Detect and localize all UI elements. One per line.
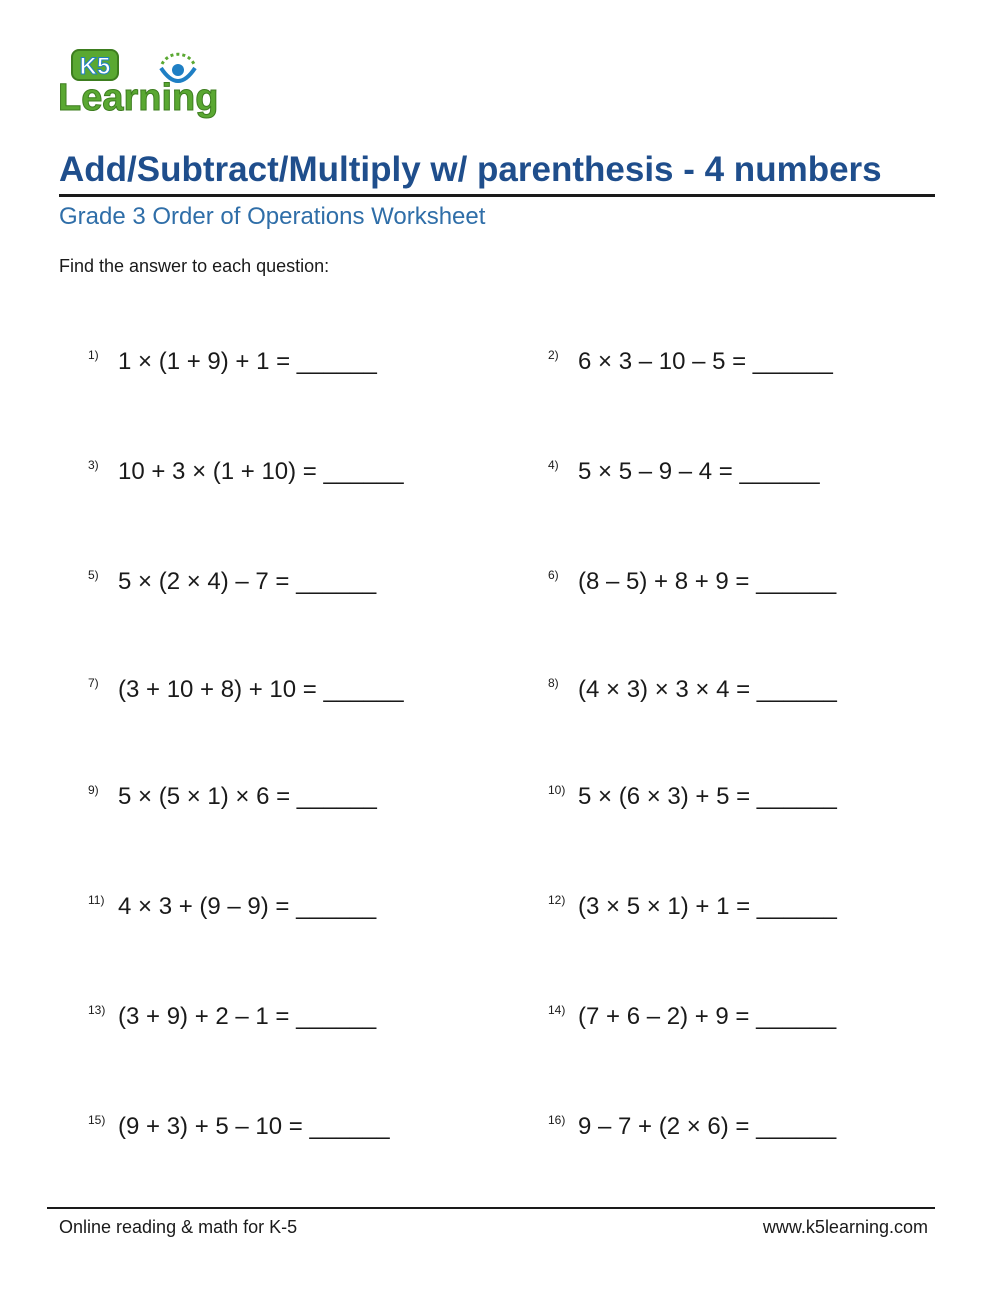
problem-number: 4) bbox=[548, 458, 559, 472]
problem-number: 16) bbox=[548, 1113, 566, 1127]
logo-word: Learning bbox=[58, 77, 219, 119]
problem-number: 7) bbox=[88, 676, 99, 690]
k5-badge-text: K5 bbox=[79, 53, 111, 80]
problem-11 bbox=[88, 893, 376, 921]
problem-expression: 5 × (5 × 1) × 6 = ______ bbox=[118, 783, 377, 810]
problem-expression: 5 × (6 × 3) + 5 = ______ bbox=[578, 783, 837, 810]
problem-number: 14) bbox=[548, 1003, 566, 1017]
problem-1 bbox=[88, 348, 377, 376]
problem-4 bbox=[548, 458, 820, 486]
problem-expression: (4 × 3) × 3 × 4 = ______ bbox=[578, 676, 837, 703]
problem-12 bbox=[548, 893, 837, 921]
footer-divider bbox=[47, 1207, 935, 1209]
page-title: Add/Subtract/Multiply w/ parenthesis - 4 numbers bbox=[59, 150, 882, 189]
problem-expression: 6 × 3 – 10 – 5 = ______ bbox=[578, 348, 833, 375]
problem-number: 2) bbox=[548, 348, 559, 362]
figure-head-icon bbox=[172, 64, 184, 76]
problem-number: 3) bbox=[88, 458, 99, 472]
worksheet-subtitle: Grade 3 Order of Operations Worksheet bbox=[59, 203, 486, 230]
problem-3 bbox=[88, 458, 404, 486]
k5-learning-logo bbox=[56, 46, 236, 126]
problem-number: 8) bbox=[548, 676, 559, 690]
problem-number: 6) bbox=[548, 568, 559, 582]
problem-expression: 5 × (2 × 4) – 7 = ______ bbox=[118, 568, 377, 595]
problem-expression: 4 × 3 + (9 – 9) = ______ bbox=[118, 893, 377, 920]
problem-expression: 1 × (1 + 9) + 1 = ______ bbox=[118, 348, 377, 375]
figure-arc-icon bbox=[162, 54, 194, 64]
problem-expression: 5 × 5 – 9 – 4 = ______ bbox=[578, 458, 820, 485]
problem-number: 9) bbox=[88, 783, 99, 797]
problem-8 bbox=[548, 676, 837, 704]
problem-number: 5) bbox=[88, 568, 99, 582]
problem-number: 15) bbox=[88, 1113, 106, 1127]
problem-expression: (8 – 5) + 8 + 9 = ______ bbox=[578, 568, 837, 595]
problem-number: 12) bbox=[548, 893, 566, 907]
problem-expression: (3 + 10 + 8) + 10 = ______ bbox=[118, 676, 404, 703]
problem-16 bbox=[548, 1113, 836, 1141]
problem-expression: (3 + 9) + 2 – 1 = ______ bbox=[118, 1003, 377, 1030]
instructions: Find the answer to each question: bbox=[59, 256, 330, 276]
footer-tagline: Online reading & math for K-5 bbox=[59, 1217, 298, 1237]
problem-number: 13) bbox=[88, 1003, 106, 1017]
problem-number: 11) bbox=[88, 893, 105, 907]
problem-7 bbox=[88, 676, 404, 704]
problem-expression: (3 × 5 × 1) + 1 = ______ bbox=[578, 893, 837, 920]
problem-10 bbox=[548, 783, 837, 811]
problem-expression: 9 – 7 + (2 × 6) = ______ bbox=[578, 1113, 837, 1140]
footer-website-link[interactable]: www.k5learning.com bbox=[762, 1217, 928, 1237]
problem-14 bbox=[548, 1003, 836, 1031]
k5-logo-graphic bbox=[56, 46, 236, 126]
problem-6 bbox=[548, 568, 836, 596]
problem-expression: 10 + 3 × (1 + 10) = ______ bbox=[118, 458, 404, 485]
title-divider bbox=[59, 194, 935, 197]
problem-2 bbox=[548, 348, 833, 376]
problem-9 bbox=[88, 783, 377, 811]
problem-13 bbox=[88, 1003, 376, 1031]
problem-number: 10) bbox=[548, 783, 566, 797]
problem-number: 1) bbox=[88, 348, 99, 362]
problem-15 bbox=[88, 1113, 390, 1141]
problem-expression: (7 + 6 – 2) + 9 = ______ bbox=[578, 1003, 837, 1030]
problem-expression: (9 + 3) + 5 – 10 = ______ bbox=[118, 1113, 390, 1140]
problem-5 bbox=[88, 568, 376, 596]
